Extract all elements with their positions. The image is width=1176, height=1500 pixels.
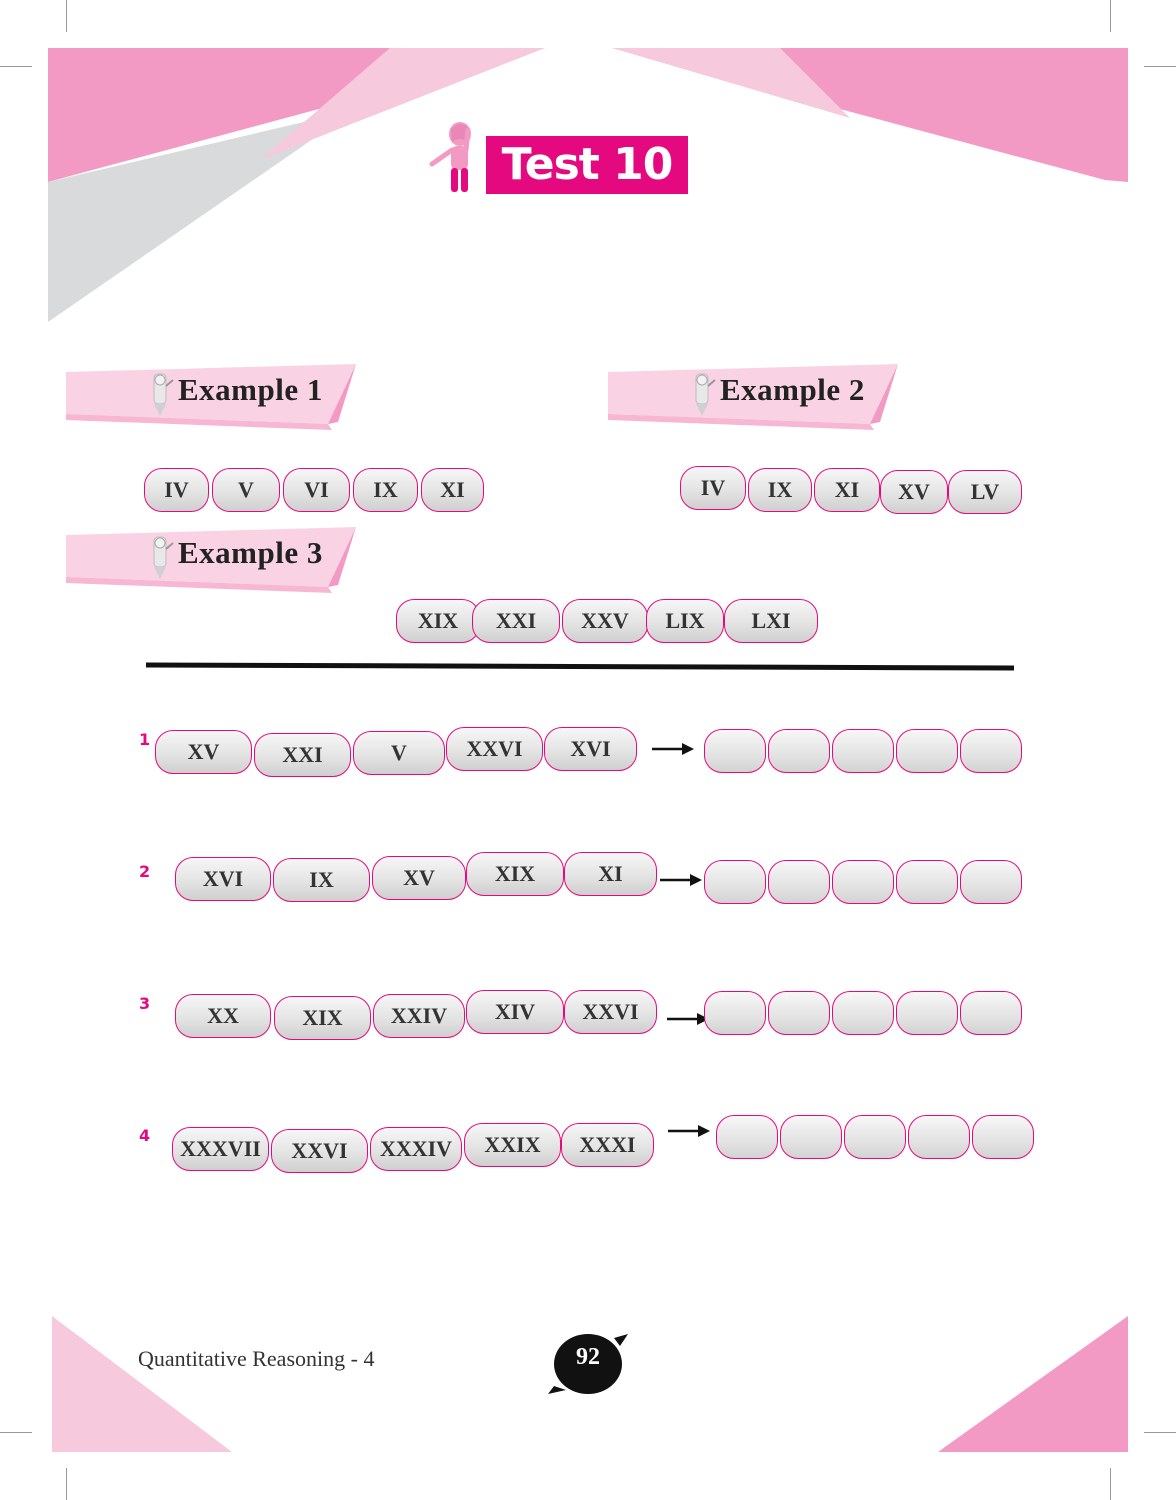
- example-1-label: Example 1: [178, 372, 323, 407]
- question-3-item: XIV: [466, 990, 564, 1034]
- answer-blank-box[interactable]: [716, 1115, 778, 1159]
- question-4-number: 4: [139, 1126, 151, 1145]
- question-3-item: XX: [175, 994, 271, 1038]
- question-1-item: V: [353, 731, 445, 775]
- page-title: Test 10: [486, 136, 688, 194]
- answer-blank-box[interactable]: [768, 860, 830, 904]
- question-4-item: XXXIV: [370, 1127, 462, 1171]
- example-1-item: VI: [283, 468, 350, 512]
- crop-mark: [1110, 1468, 1111, 1500]
- answer-blank-box[interactable]: [896, 729, 958, 773]
- question-1-item: XV: [155, 730, 252, 774]
- question-2-item: XI: [564, 852, 657, 896]
- example-2-item: IX: [748, 468, 812, 512]
- example-1-banner: [66, 364, 366, 434]
- example-2-banner: [608, 364, 908, 434]
- page-header: [420, 120, 700, 200]
- example-1-item: V: [212, 468, 280, 512]
- crop-mark: [66, 1468, 67, 1500]
- question-3-item: XXIV: [373, 994, 465, 1038]
- example-1-item: XI: [421, 468, 484, 512]
- question-2-number: 2: [139, 862, 151, 881]
- question-4-item: XXXI: [561, 1123, 654, 1167]
- question-3-number: 3: [139, 994, 151, 1013]
- pencil-mascot-icon: [688, 370, 716, 418]
- answer-blank-box[interactable]: [960, 729, 1022, 773]
- answer-blank-box[interactable]: [768, 991, 830, 1035]
- example-1-item: IV: [144, 468, 209, 512]
- example-3-item: LXI: [724, 599, 818, 643]
- question-2-item: XVI: [175, 857, 271, 901]
- question-2-item: XIX: [466, 852, 564, 896]
- answer-blank-box[interactable]: [896, 991, 958, 1035]
- answer-blank-box[interactable]: [844, 1115, 906, 1159]
- page-number: 92: [576, 1344, 600, 1370]
- question-2-item: IX: [273, 858, 370, 902]
- pencil-mascot-icon: [146, 370, 174, 418]
- example-3-label: Example 3: [178, 535, 323, 570]
- example-3-item: XXV: [562, 599, 648, 643]
- example-1-item: IX: [353, 468, 418, 512]
- question-4-item: XXVI: [271, 1129, 368, 1173]
- arrow-right-icon: [652, 743, 694, 755]
- answer-blank-box[interactable]: [768, 729, 830, 773]
- pencil-mascot-icon: [146, 533, 174, 581]
- answer-blank-box[interactable]: [704, 860, 766, 904]
- example-3-item: XIX: [396, 599, 480, 643]
- question-1-number: 1: [139, 730, 151, 749]
- girl-character-icon: [424, 120, 484, 200]
- example-2-item: XV: [880, 470, 948, 514]
- example-2-label: Example 2: [720, 372, 865, 407]
- answer-blank-box[interactable]: [960, 860, 1022, 904]
- answer-blank-box[interactable]: [832, 729, 894, 773]
- answer-blank-box[interactable]: [960, 991, 1022, 1035]
- question-1-item: XXVI: [446, 727, 543, 771]
- book-title: Quantitative Reasoning - 4: [138, 1346, 375, 1371]
- answer-blank-box[interactable]: [832, 991, 894, 1035]
- question-1-item: XXI: [254, 733, 351, 777]
- answer-blank-box[interactable]: [704, 729, 766, 773]
- question-4-item: XXIX: [464, 1123, 561, 1167]
- question-2-item: XV: [372, 856, 466, 900]
- answer-blank-box[interactable]: [780, 1115, 842, 1159]
- example-2-item: IV: [680, 466, 746, 510]
- example-3-item: LIX: [646, 599, 724, 643]
- arrow-right-icon: [667, 1013, 709, 1025]
- question-3-item: XIX: [274, 996, 371, 1040]
- answer-blank-box[interactable]: [832, 860, 894, 904]
- example-2-item: LV: [948, 470, 1022, 514]
- answer-blank-box[interactable]: [896, 860, 958, 904]
- section-divider: [146, 662, 1014, 670]
- arrow-right-icon: [668, 1125, 710, 1137]
- example-3-banner: [66, 527, 366, 597]
- question-3-item: XXVI: [564, 990, 657, 1034]
- question-4-item: XXXVII: [172, 1127, 269, 1171]
- example-3-item: XXI: [472, 599, 560, 643]
- answer-blank-box[interactable]: [972, 1115, 1034, 1159]
- question-1-item: XVI: [544, 727, 637, 771]
- answer-blank-box[interactable]: [704, 991, 766, 1035]
- arrow-right-icon: [660, 874, 702, 886]
- example-2-item: XI: [814, 468, 880, 512]
- answer-blank-box[interactable]: [908, 1115, 970, 1159]
